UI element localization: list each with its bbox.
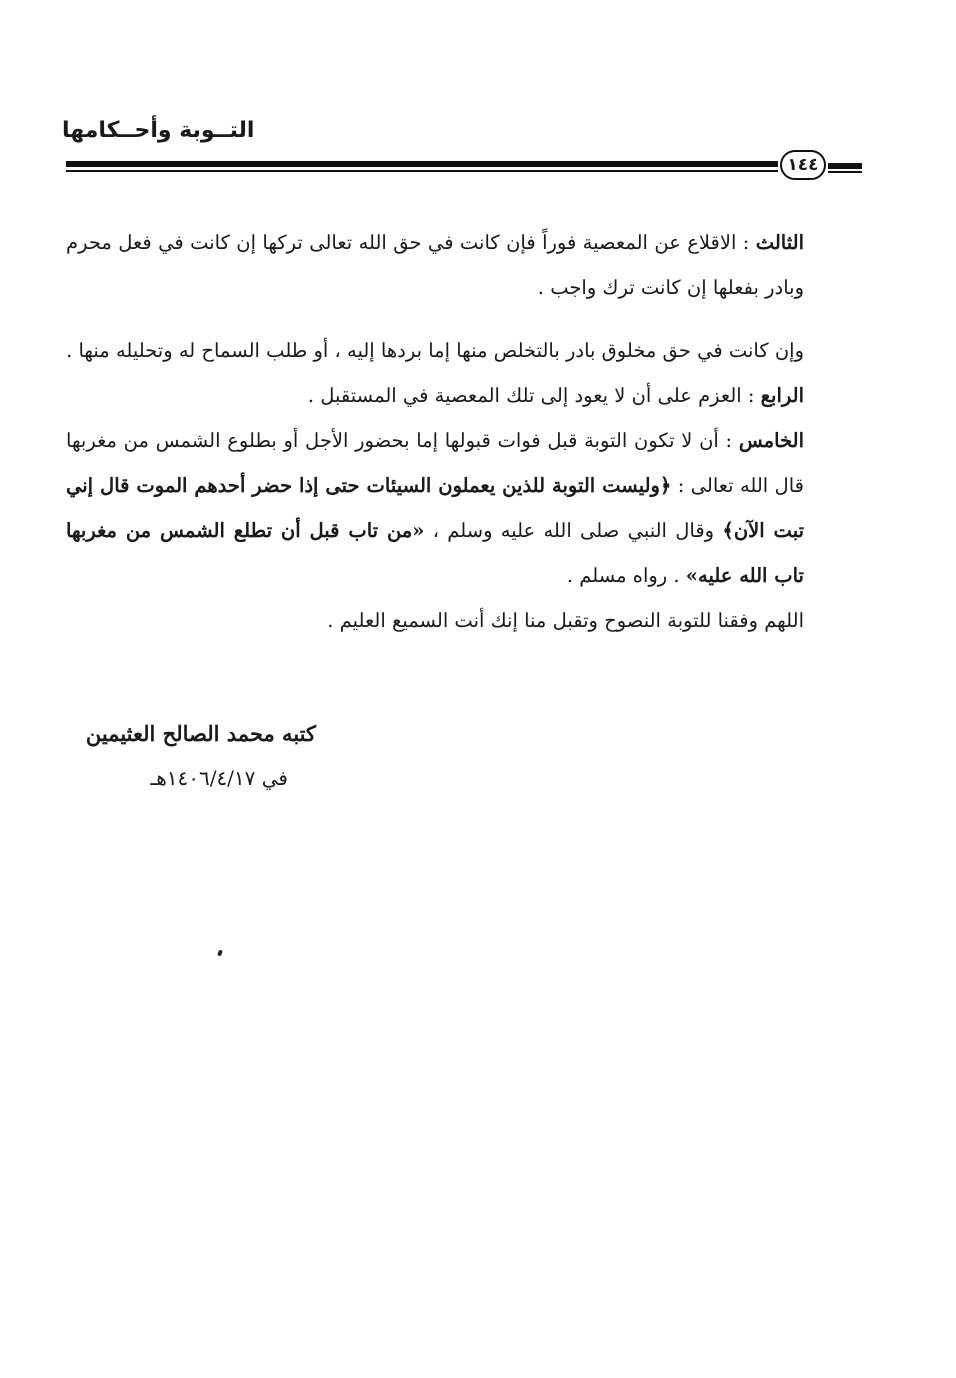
paragraph-dua [66, 598, 862, 643]
quran-verse: ﴿وليست التوبة للذين يعملون السيئات حتى إذا حضر أحدهم الموت قال إني تبت الآن﴾ [66, 474, 805, 542]
text-creature-right: وإن كانت في حق مخلوق بادر بالتخلص منها إما بردها إليه ، أو طلب السماح له وتحليله منها . [66, 339, 804, 362]
hadith-quote: «من تاب قبل أن تطلع الشمس من مغربها تاب الله عليه» [66, 519, 804, 587]
label-fifth: الخامس [738, 429, 805, 452]
text-dua: اللهم وفقنا للتوبة النصوح وتقبل منا إنك أنت السميع العليم . [327, 609, 804, 632]
text-fifth-b: وقال النبي صلى الله عليه وسلم ، [432, 519, 715, 542]
paragraph-third [66, 220, 862, 310]
running-header-title: التــوبة وأحــكامها [62, 118, 255, 143]
text-fifth-c: . رواه مسلم . [566, 564, 680, 587]
signature-date: في ١٤٠٦/٤/١٧هـ [150, 766, 288, 790]
paragraph-fifth [66, 418, 862, 598]
header-rule-right [828, 163, 862, 169]
page-number-badge [780, 150, 826, 180]
label-fourth: الرابع [760, 384, 804, 407]
paragraph-fourth [66, 373, 862, 418]
text-fifth-a: : أن لا تكون التوبة قبل فوات قبولها إما بحضور الأجل أو بطلوع الشمس من مغربها قال الله تعالى : [66, 429, 804, 497]
label-third: الثالث [755, 231, 804, 254]
print-speck [217, 949, 223, 956]
paragraph-creature-right [66, 328, 862, 373]
header-rule-right-thin [828, 171, 862, 173]
header-rule-thin [66, 170, 778, 172]
text-fourth: : العزم على أن لا يعود إلى تلك المعصية في المستقبل . [307, 384, 755, 407]
body-text [66, 220, 862, 643]
header-rule-thick [66, 161, 778, 167]
signature-block [66, 712, 316, 800]
signature-name: كتبه محمد الصالح العثيمين [85, 721, 316, 746]
page-number: ١٤٤ [787, 155, 819, 175]
text-third: : الاقلاع عن المعصية فوراً فإن كانت في حق الله تعالى تركها إن كانت في فعل محرم وبادر بفعلها إن كانت ترك واجب . [66, 231, 804, 299]
